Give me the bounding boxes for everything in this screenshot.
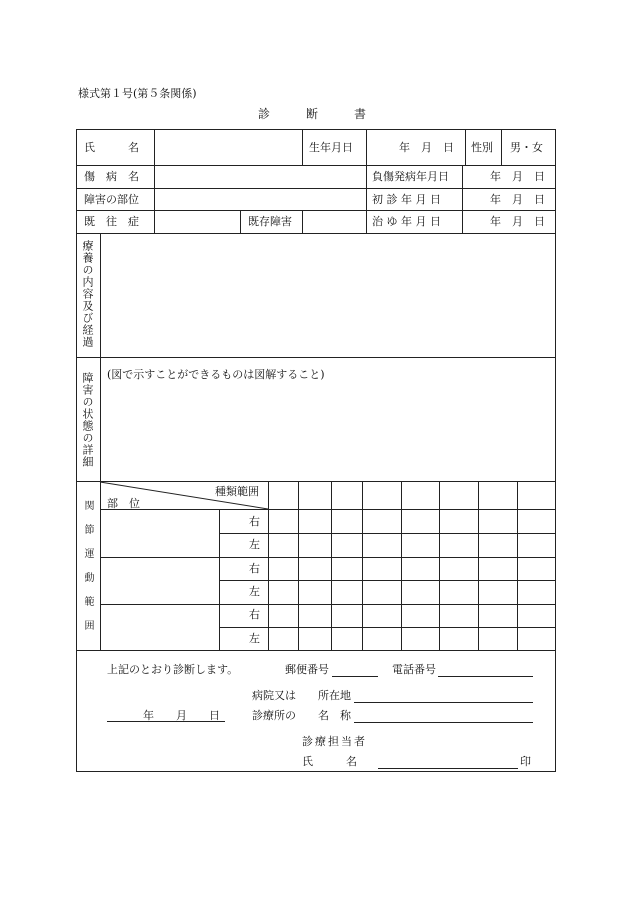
sex-label: 性別: [471, 141, 493, 154]
name-label: 氏 名: [84, 141, 139, 154]
page-title: 診 断 書: [258, 107, 367, 121]
clinic-name-label: 名 称: [318, 709, 351, 722]
detail-label: 障害の状態の詳細: [81, 372, 94, 468]
cured-value: 年 月 日: [490, 215, 545, 228]
rom-side-2: 左: [249, 538, 260, 551]
sex-value: 男・女: [510, 141, 543, 154]
hospital-label: 病院又は: [252, 689, 296, 702]
onset-label: 負傷発病年月日: [372, 170, 449, 183]
postal-label: 郵便番号: [285, 663, 329, 676]
illness-label: 傷 病 名: [84, 170, 139, 183]
birth-value: 年 月 日: [399, 141, 454, 154]
seal-label: 印: [520, 755, 531, 768]
part-label: 障害の部位: [84, 193, 139, 206]
history-label: 既 往 症: [84, 215, 139, 228]
address-field[interactable]: [354, 702, 533, 703]
postal-field[interactable]: [332, 676, 378, 677]
birth-label: 生年月日: [309, 141, 353, 154]
doctor-label: 診療担当者: [302, 735, 367, 748]
phone-label: 電話番号: [392, 663, 436, 676]
rom-header-part: 部 位: [107, 497, 140, 510]
rom-side-6: 左: [249, 632, 260, 645]
doctor-name-label: 氏 名: [302, 755, 357, 768]
detail-note: (図で示すことができるものは図解すること): [107, 368, 325, 381]
date-label: 年 月 日: [143, 709, 220, 722]
clinic-label: 診療所の: [252, 709, 296, 722]
first-visit-label: 初 診 年 月 日: [372, 193, 441, 206]
first-visit-value: 年 月 日: [490, 193, 545, 206]
rom-header-type: 種類範囲: [215, 485, 259, 498]
doctor-name-field[interactable]: [378, 768, 518, 769]
rom-side-1: 右: [249, 515, 260, 528]
form-number: 様式第１号(第５条関係): [78, 87, 197, 100]
rom-side-3: 右: [249, 562, 260, 575]
existing-disorder-label: 既存障害: [248, 215, 292, 228]
cured-label: 治 ゆ 年 月 日: [372, 215, 441, 228]
rom-label: 関節運動範囲: [82, 500, 93, 644]
treatment-label: 療養の内容及び経過: [81, 240, 94, 348]
rom-side-5: 右: [249, 608, 260, 621]
clinic-name-field[interactable]: [354, 722, 533, 723]
onset-value: 年 月 日: [490, 170, 545, 183]
rom-side-4: 左: [249, 585, 260, 598]
footer-statement: 上記のとおり診断します。: [107, 663, 239, 676]
address-label: 所在地: [318, 689, 351, 702]
phone-field[interactable]: [438, 676, 533, 677]
